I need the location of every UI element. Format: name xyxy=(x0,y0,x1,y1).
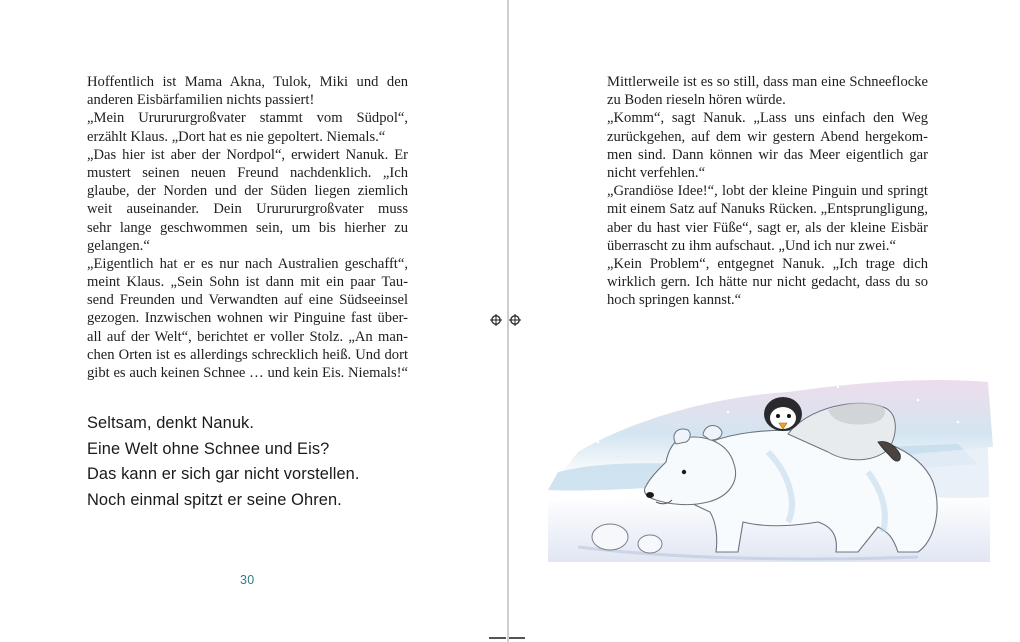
text-line: sehr lange geschwommen sein, um bis hierher zu xyxy=(87,219,408,236)
text-line: „Kein Problem“, entgegnet Nanuk. „Ich trage dich xyxy=(607,255,928,272)
right-page xyxy=(508,0,1020,642)
text-line: Noch einmal spitzt er seine Ohren. xyxy=(87,490,342,509)
text-line: Seltsam, denkt Nanuk. xyxy=(87,414,254,432)
text-line: „Mein Ururururgroßvater stammt vom Südpol“, xyxy=(87,110,408,127)
text-line: chen Orten ist es allerdings schrecklich heiß. Und dort xyxy=(87,346,408,363)
text-line: erzählt Klaus. „Dort hat es nie gepoltert. Niemals.“ xyxy=(87,128,386,145)
text-line: zurückgehen, auf dem wir gestern Abend hergekom- xyxy=(607,128,928,145)
polar-bear-penguin-illustration xyxy=(538,352,1000,574)
text-line: Das kann er sich gar nicht vorstellen. xyxy=(87,465,360,483)
text-line: „Das hier ist aber der Nordpol“, erwidert Nanuk. Er xyxy=(87,146,408,163)
left-page-reader-text xyxy=(87,411,360,513)
text-line: Eine Welt ohne Schnee und Eis? xyxy=(87,439,330,458)
crop-mark xyxy=(489,637,506,639)
text-line: nicht verfehlen.“ xyxy=(607,164,706,181)
text-line: glaube, der Norden und der Süden liegen ziemlich xyxy=(87,183,408,200)
text-line: wirklich gern. Ich hätte nur nicht gedacht, dass du so xyxy=(607,274,928,291)
registration-mark-icon xyxy=(490,314,502,326)
text-line: mit einem Satz auf Nanuks Rücken. „Entsprungligung, xyxy=(607,201,928,218)
text-line: „Komm“, sagt Nanuk. „Lass uns einfach den Weg xyxy=(607,110,928,127)
left-page xyxy=(0,0,508,642)
text-line: aber du hast vier Füße“, sagt er, als der kleine Eisbär xyxy=(607,219,928,236)
text-line: all auf der Welt“, berichtet er voller Stolz. „An man- xyxy=(87,328,408,345)
page-number: 30 xyxy=(240,573,255,587)
text-line: send Freunden und Verwandten auf eine Südseeinsel xyxy=(87,292,408,309)
text-line: Hoffentlich ist Mama Akna, Tulok, Miki und den xyxy=(87,74,408,90)
text-line: mustert seinen neuen Freund nachdenklich. „Ich xyxy=(87,164,408,181)
text-line: „Grandiöse Idee!“, lobt der kleine Pinguin und springt xyxy=(607,183,928,200)
text-line: „Eigentlich hat er es nur nach Australien geschafft“, xyxy=(87,255,408,272)
text-line: hoch springen kannst.“ xyxy=(607,292,742,309)
text-line: zu Boden rieseln hören würde. xyxy=(607,92,786,109)
text-line: gelangen.“ xyxy=(87,237,150,254)
text-line: anderen Eisbärfamilien nichts passiert! xyxy=(87,92,315,109)
text-line: gibt es auch keinen Schnee … und kein Eis. Niemals!“ xyxy=(87,365,408,381)
text-line: men sind. Dann können wir das Meer eigentlich gar xyxy=(607,146,928,163)
text-line: meint Klaus. „Sein Sohn ist dann mit ein paar Tau- xyxy=(87,274,408,291)
text-line: Mittlerweile ist es so still, dass man eine Schneeflocke xyxy=(607,74,928,90)
text-line: gezogen. Inzwischen wohnen wir Pinguine fast über- xyxy=(87,310,408,327)
right-page-body-text xyxy=(607,73,928,309)
text-line: weit auseinander. Dein Ururururgroßvater muss xyxy=(87,201,408,218)
text-line: überrascht zu ihm aufschaut. „Und ich nur zwei.“ xyxy=(607,237,896,254)
left-page-body-text xyxy=(87,73,408,382)
